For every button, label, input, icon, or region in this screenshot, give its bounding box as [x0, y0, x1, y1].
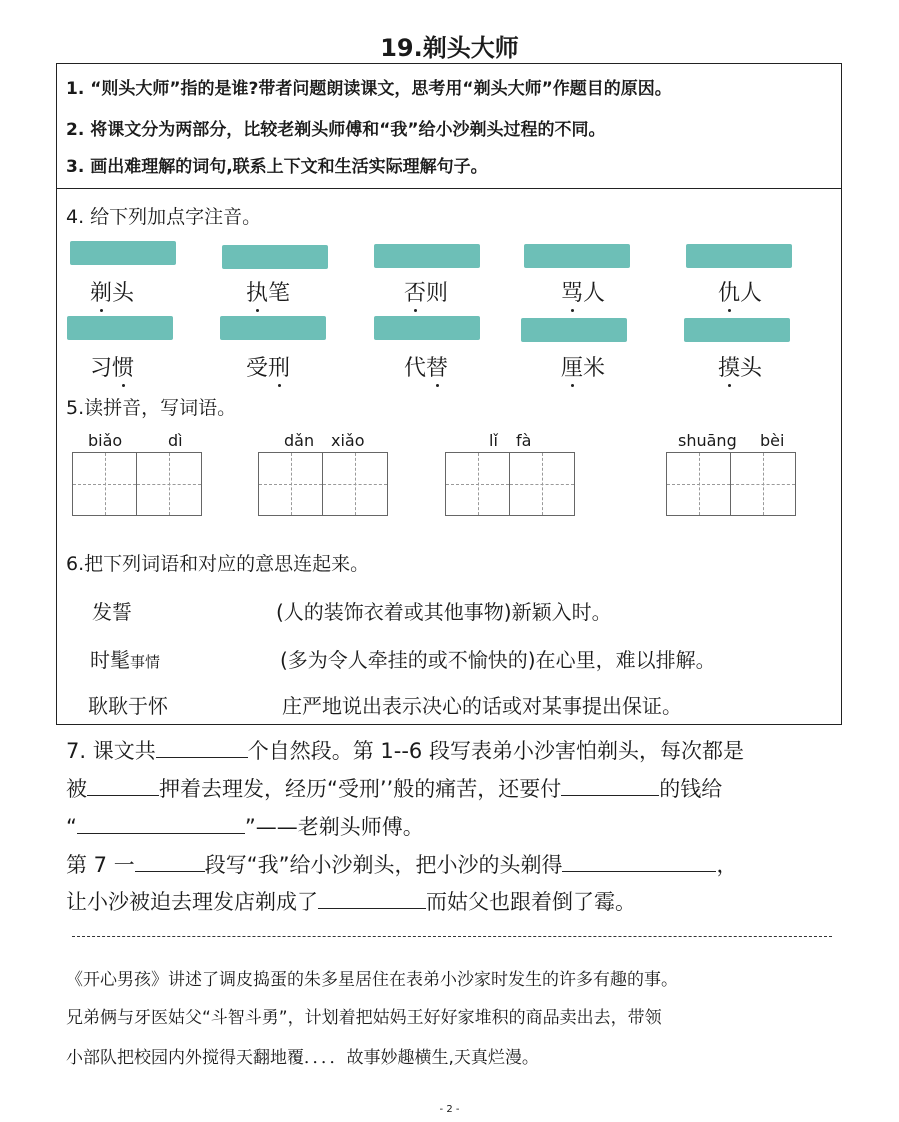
dotted-word: 受刑 [246, 351, 290, 382]
pinyin-text: fà [516, 431, 532, 450]
pinyin-answer-box[interactable] [220, 316, 326, 340]
match-definition[interactable]: (人的装饰衣着或其他事物)新颖入时。 [276, 600, 612, 624]
match-definition[interactable]: (多为令人牵挂的或不愉快的)在心里，难以排解。 [280, 648, 716, 672]
q7-line: 让小沙被迫去理发店剃成了 而姑父也跟着倒了霉。 [66, 886, 636, 916]
pinyin-answer-box[interactable] [374, 316, 480, 340]
pinyin-answer-box[interactable] [67, 316, 173, 340]
match-definition[interactable]: 庄严地说出表示决心的话或对某事提出保证。 [282, 694, 682, 718]
pinyin-answer-box[interactable] [686, 244, 792, 268]
requirement-2: 2. 将课文分为两部分，比较老剃头师傅和“我”给小沙剃头过程的不同。 [66, 120, 606, 140]
answer-blank[interactable] [135, 850, 205, 872]
answer-blank[interactable] [318, 887, 426, 909]
match-term[interactable]: 时髦事情 [90, 648, 161, 672]
pinyin-text: shuāng [678, 431, 737, 450]
q6-prompt: 6.把下列词语和对应的意思连起来。 [66, 553, 370, 575]
dotted-word: 执笔 [246, 276, 290, 307]
writing-grid[interactable] [258, 452, 388, 516]
dotted-word: 代替 [404, 351, 448, 382]
dotted-word: 厘米 [561, 351, 605, 382]
answer-blank[interactable] [156, 736, 248, 758]
pinyin-answer-box[interactable] [524, 244, 630, 268]
answer-blank[interactable] [87, 774, 159, 796]
pinyin-answer-box[interactable] [70, 241, 176, 265]
q4-prompt: 4. 给下列加点字注音。 [66, 206, 262, 228]
writing-grid[interactable] [72, 452, 202, 516]
pinyin-answer-box[interactable] [222, 245, 328, 269]
pinyin-text: bèi [760, 431, 785, 450]
pinyin-text: lǐ [489, 431, 498, 450]
q7-line: “ ”——老剃头师傅。 [66, 811, 424, 841]
writing-grid[interactable] [666, 452, 796, 516]
pinyin-answer-box[interactable] [684, 318, 790, 342]
dotted-word: 骂人 [561, 276, 605, 307]
story-text: 《开心男孩》讲述了调皮捣蛋的朱多星居住在表弟小沙家时发生的许多有趣的事。 [66, 970, 678, 990]
q7-line: 7. 课文共 个自然段。第 1--6 段写表弟小沙害怕剃头，每次都是 [66, 735, 744, 765]
pinyin-answer-box[interactable] [521, 318, 627, 342]
dotted-word: 习惯 [90, 351, 134, 382]
pinyin-text: biǎo [88, 431, 123, 450]
page-title: 19.剃头大师 [380, 34, 519, 62]
q7-line: 第 7 一 段写“我”给小沙剃头，把小沙的头剃得 ， [66, 849, 737, 879]
requirement-1: 1. “则头大师”指的是谁?带者问题朗读课文，思考用“剃头大师”作题目的原因。 [66, 79, 672, 99]
writing-grid[interactable] [445, 452, 575, 516]
story-text: 兄弟俩与牙医姑父“斗智斗勇”，计划着把姑妈王好好家堆积的商品卖出去，带领 [66, 1008, 662, 1028]
pinyin-text: dǎn [284, 431, 315, 450]
match-term[interactable]: 发誓 [92, 600, 132, 624]
dotted-word: 摸头 [718, 351, 762, 382]
dotted-word: 否则 [404, 276, 448, 307]
story-text: 小部队把校园内外搅得天翻地覆．．．．故事妙趣横生,天真烂漫。 [66, 1048, 539, 1068]
match-term[interactable]: 耿耿于怀 [88, 694, 168, 718]
answer-blank[interactable] [77, 812, 245, 834]
dotted-word: 仇人 [718, 276, 762, 307]
q7-line: 被 押着去理发，经历“受刑’’般的痛苦，还要付 的钱给 [66, 773, 722, 803]
pinyin-text: xiǎo [331, 431, 365, 450]
requirement-3: 3. 画出难理解的词句,联系上下文和生活实际理解句子。 [66, 157, 488, 177]
dashed-divider [72, 936, 832, 937]
answer-blank[interactable] [562, 850, 716, 872]
dotted-word: 剃头 [90, 276, 134, 307]
page-number: - 2 - [439, 1104, 460, 1115]
pinyin-text: dì [168, 431, 183, 450]
q5-prompt: 5.读拼音，写词语。 [66, 397, 237, 419]
pinyin-answer-box[interactable] [374, 244, 480, 268]
answer-blank[interactable] [561, 774, 659, 796]
